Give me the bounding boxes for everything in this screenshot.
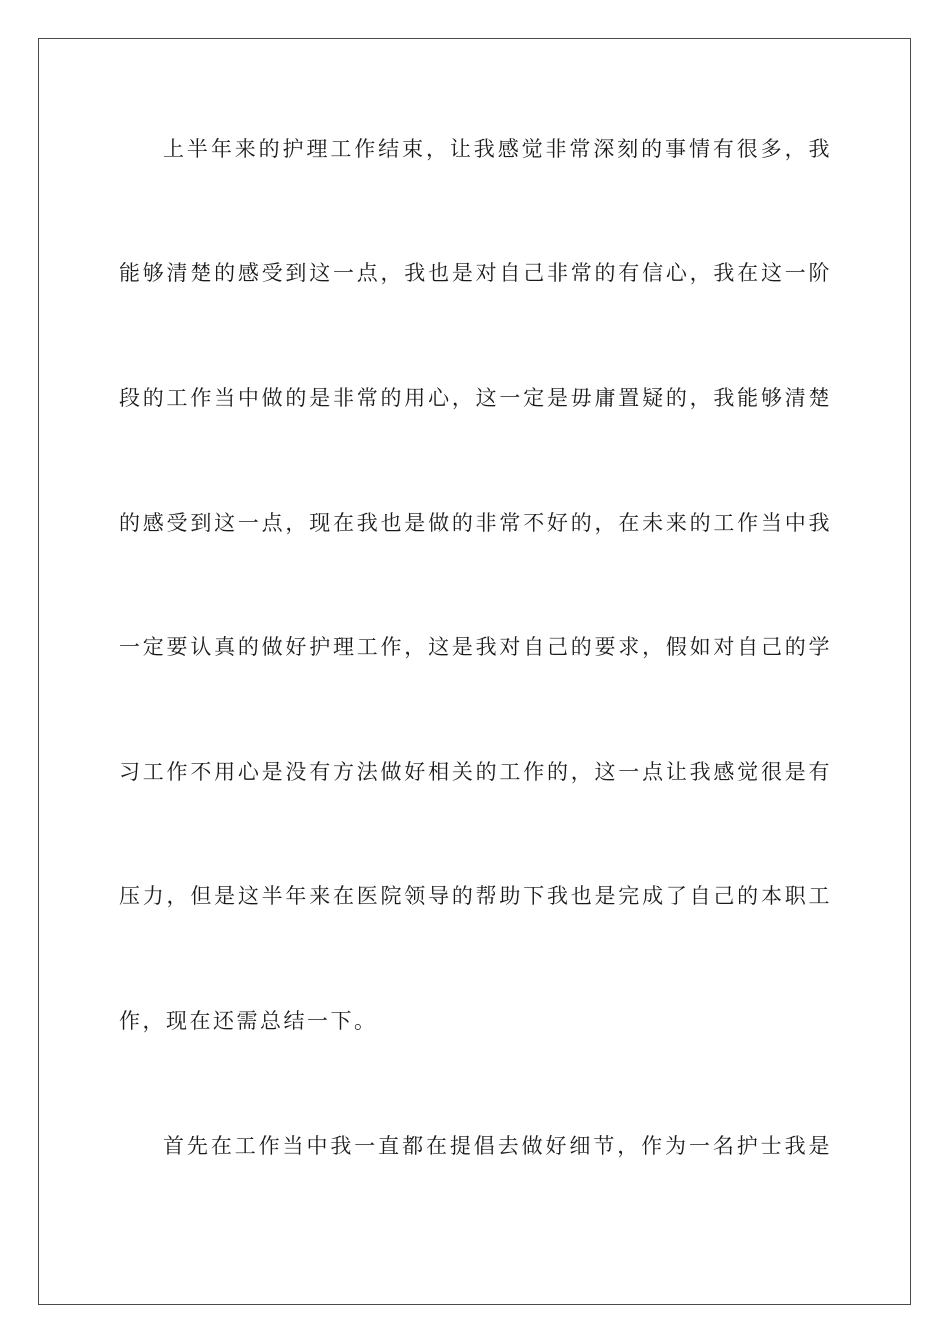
paragraph-1-line-3: 段的工作当中做的是非常的用心，这一定是毋庸置疑的，我能够清楚 <box>119 386 832 410</box>
paragraph-1-line-4: 的感受到这一点，现在我也是做的非常不好的，在未来的工作当中我 <box>119 511 832 535</box>
paragraph-1-line-6: 习工作不用心是没有方法做好相关的工作的，这一点让我感觉很是有 <box>119 760 832 784</box>
paragraph-1-line-2: 能够清楚的感受到这一点，我也是对自己非常的有信心，我在这一阶 <box>119 261 832 285</box>
document-page <box>38 38 911 1305</box>
paragraph-1-line-8: 作，现在还需总结一下。 <box>119 1009 378 1033</box>
paragraph-1-line-1: 上半年来的护理工作结束，让我感觉非常深刻的事情有很多，我 <box>163 137 832 161</box>
paragraph-2-line-1: 首先在工作当中我一直都在提倡去做好细节，作为一名护士我是 <box>163 1134 832 1158</box>
paragraph-1-line-5: 一定要认真的做好护理工作，这是我对自己的要求，假如对自己的学 <box>119 635 832 659</box>
paragraph-1-line-7: 压力，但是这半年来在医院领导的帮助下我也是完成了自己的本职工 <box>119 884 832 908</box>
